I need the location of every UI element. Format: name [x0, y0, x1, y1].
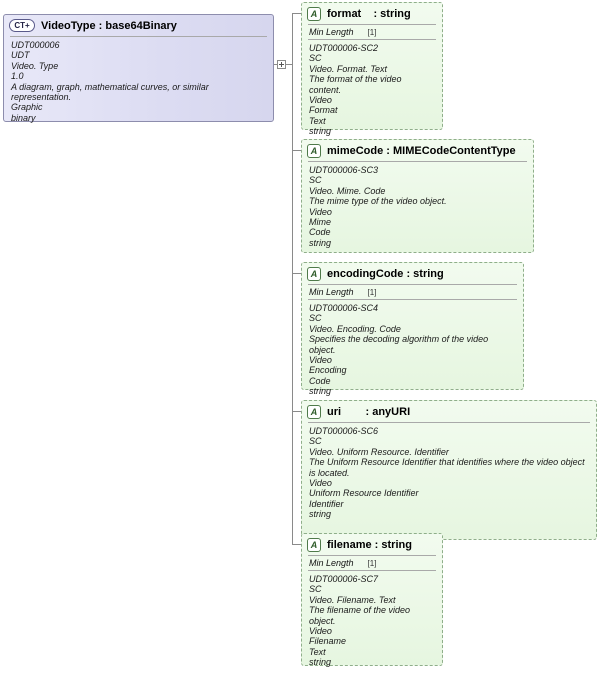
connector-trunk — [292, 13, 293, 545]
node-encodingcode-title: encodingCode : string — [327, 267, 444, 280]
node-videotype-body — [4, 37, 273, 128]
node-line: SC — [309, 175, 322, 186]
node-line: The format of the video content. — [309, 74, 405, 95]
min-length-label: Min Length — [309, 558, 354, 568]
node-line: Video. Filename. Text — [309, 594, 396, 605]
node-line: Identifier — [309, 498, 344, 509]
node-line: Encoding — [309, 365, 347, 376]
node-videotype[interactable] — [3, 14, 274, 122]
node-line: binary — [11, 112, 36, 123]
node-mimecode-header — [302, 140, 533, 161]
occurrence-label: [1] — [367, 559, 377, 568]
min-length-label: Min Length — [309, 287, 354, 297]
node-line: Video — [309, 95, 332, 106]
node-uri-title: uri : anyURI — [327, 405, 411, 418]
node-line: Video — [309, 478, 332, 489]
complex-type-icon: CT+ — [9, 19, 35, 32]
node-mimecode-body — [302, 162, 533, 253]
node-format-body — [302, 40, 442, 142]
node-line: UDT000006-SC2 — [309, 43, 379, 53]
node-line: string — [309, 657, 332, 668]
attribute-icon: A — [307, 538, 321, 552]
node-filename-header — [302, 534, 442, 555]
node-line: string — [309, 126, 332, 137]
occurrence-label: [1] — [367, 28, 377, 37]
node-format-constraint — [302, 25, 442, 39]
node-line: SC — [309, 53, 322, 64]
node-line: Specifies the decoding algorithm of the video object. — [309, 334, 491, 355]
node-line: string — [309, 509, 332, 520]
node-line: SC — [309, 584, 322, 595]
node-line: Video — [309, 206, 332, 217]
node-line: Video. Uniform Resource. Identifier — [309, 446, 449, 457]
node-videotype-title: VideoType : base64Binary — [41, 19, 177, 32]
occurrence-label: [1] — [367, 288, 377, 297]
connector-to-format — [292, 13, 301, 14]
node-mimecode[interactable] — [301, 139, 534, 253]
connector-to-uri — [292, 411, 301, 412]
node-encodingcode-constraint — [302, 285, 523, 299]
node-line: UDT000006-SC7 — [309, 574, 379, 584]
node-line: Mime — [309, 217, 331, 228]
attribute-icon: A — [307, 267, 321, 281]
node-line: Video. Type — [11, 60, 59, 71]
node-line: string — [309, 237, 332, 248]
node-line: string — [309, 386, 332, 397]
expand-collapse-toggle[interactable] — [277, 60, 286, 69]
node-line: Video. Encoding. Code — [309, 323, 401, 334]
node-line: The filename of the video object. — [309, 605, 413, 626]
attribute-icon: A — [307, 144, 321, 158]
node-line: Video — [309, 626, 332, 637]
node-format[interactable] — [301, 2, 443, 137]
node-mimecode-title: mimeCode : MIMECodeContentType — [327, 144, 516, 157]
connector-to-encodingcode — [292, 273, 301, 274]
node-line: Text — [309, 646, 326, 657]
node-line: Text — [309, 115, 326, 126]
attribute-icon: A — [307, 7, 321, 21]
node-line: UDT000006-SC4 — [309, 303, 379, 313]
node-line: 1.0 — [11, 71, 24, 82]
node-line: Graphic — [11, 102, 43, 113]
node-line: Format — [309, 105, 338, 116]
node-line: SC — [309, 313, 322, 324]
node-line: UDT000006-SC3 — [309, 165, 379, 175]
node-line: Video — [309, 355, 332, 366]
node-line: The Uniform Resource Identifier that identifies where the video object is located. — [309, 457, 588, 478]
node-line: Uniform Resource Identifier — [309, 488, 419, 499]
node-uri[interactable] — [301, 400, 597, 540]
node-line: Video. Format. Text — [309, 63, 388, 74]
attribute-icon: A — [307, 405, 321, 419]
connector-to-mimecode — [292, 150, 301, 151]
node-uri-header — [302, 401, 596, 422]
node-encodingcode-body — [302, 300, 523, 402]
node-format-title: format : string — [327, 7, 411, 20]
node-line: The mime type of the video object. — [309, 196, 447, 207]
node-uri-body — [302, 423, 596, 525]
node-line: UDT — [11, 50, 30, 61]
node-filename-constraint — [302, 556, 442, 570]
node-encodingcode-header — [302, 263, 523, 284]
node-filename[interactable] — [301, 533, 443, 666]
node-encodingcode[interactable] — [301, 262, 524, 397]
node-line: Video. Mime. Code — [309, 185, 386, 196]
node-line: Filename — [309, 636, 347, 647]
node-line: Code — [309, 375, 331, 386]
node-line: A diagram, graph, mathematical curves, or similar representation. — [11, 81, 212, 103]
node-line: Code — [309, 227, 331, 238]
connector-to-filename — [292, 544, 301, 545]
node-filename-title: filename : string — [327, 538, 412, 551]
node-line: UDT000006 — [11, 40, 60, 50]
node-line: UDT000006-SC6 — [309, 426, 379, 436]
node-format-header — [302, 3, 442, 24]
node-videotype-header — [4, 15, 273, 36]
min-length-label: Min Length — [309, 27, 354, 37]
node-line: SC — [309, 436, 322, 447]
node-filename-body — [302, 571, 442, 673]
